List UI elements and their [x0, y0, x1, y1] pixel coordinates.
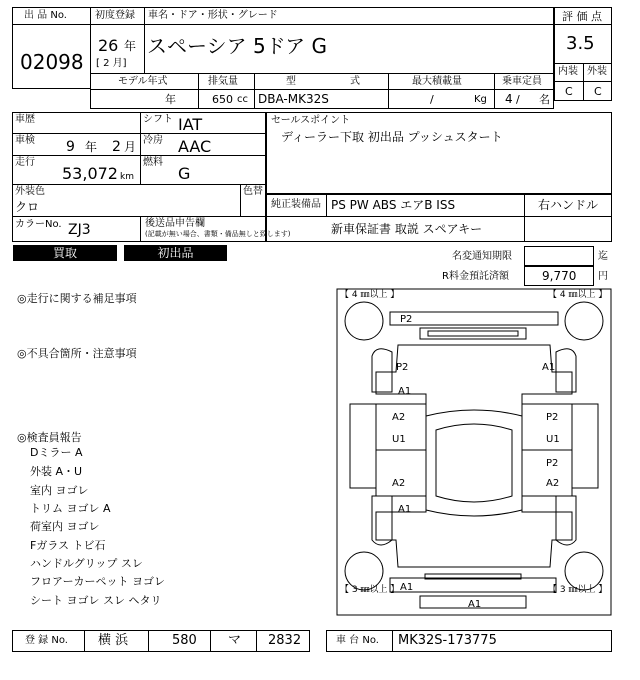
damage-rear-bumper: A1 — [468, 599, 482, 610]
damage-left-front-u: U1 — [392, 434, 406, 445]
inspection-year: 9 — [66, 139, 75, 155]
first-reg-month: [ 2 月] — [96, 58, 127, 69]
report-line: ハンドルグリップ スレ — [30, 557, 143, 570]
mileage-label: 走行 — [15, 157, 35, 168]
damage-left-rear-door: A2 — [392, 478, 406, 489]
vehicle-damage-diagram — [336, 288, 612, 616]
chassis-no: MK32S-173775 — [398, 633, 497, 648]
report-line: フロアーカーペット ヨゴレ — [30, 575, 165, 588]
defects-remarks-label: ◎不具合箇所・注意事項 — [17, 347, 137, 360]
capacity-value: 4 — [505, 92, 513, 106]
right-quarter — [556, 496, 576, 545]
ext-color-label: 外装色 — [15, 186, 45, 197]
right-pillar — [572, 404, 598, 488]
report-line: シート ヨゴレ スレ ヘタリ — [30, 594, 162, 607]
driving-remarks-label: ◎走行に関する補足事項 — [17, 292, 137, 305]
handle-side: 右ハンドル — [538, 198, 599, 212]
max-load-label: 最大積載量 — [412, 76, 462, 87]
rear-gate — [390, 578, 556, 592]
left-fender — [372, 349, 392, 392]
color-no-value: ZJ3 — [68, 222, 91, 238]
tire-front-right — [565, 302, 603, 340]
ext-color-value: クロ — [15, 200, 40, 214]
interior-label: 内装 — [558, 66, 578, 77]
report-line: トリム ヨゴレ A — [30, 502, 111, 515]
first-reg-year: 26 — [98, 36, 119, 55]
tire-depth-rear-right: 【 3 ㎜以上 】 — [548, 585, 608, 595]
history-label: 車歴 — [15, 114, 35, 125]
first-reg-label: 初度登録 — [95, 10, 135, 21]
inspection-month-unit: 月 — [124, 140, 137, 154]
report-line: 室内 ヨゴレ — [30, 484, 89, 497]
name-change-box — [524, 246, 594, 266]
inspection-month: 2 — [112, 139, 121, 155]
damage-right-rear-a: A2 — [546, 478, 560, 489]
report-line: Dミラー A — [30, 446, 83, 459]
sales-point-label: セールスポイント — [271, 115, 351, 126]
score-label: 評 価 点 — [562, 10, 602, 23]
displacement-value: 650 — [212, 93, 233, 106]
warranty-items: 新車保証書 取説 スペアキー — [331, 222, 483, 236]
interior-grade: C — [565, 85, 573, 98]
chassis-label: 車 台 No. — [336, 635, 379, 646]
model-year-label: モデル年式 — [118, 76, 168, 87]
max-load-value: / — [430, 93, 434, 106]
cabin — [436, 424, 512, 502]
plate-number: 2832 — [268, 633, 302, 648]
year-unit: 年 — [124, 39, 137, 53]
inspection-label: 車検 — [15, 135, 35, 146]
inspection-year-unit: 年 — [85, 140, 98, 154]
mileage-value: 53,072 — [62, 164, 118, 183]
fuel-value: G — [178, 164, 191, 183]
model-code: DBA-MK32S — [258, 92, 329, 106]
type-label-2: 式 — [350, 76, 360, 87]
right-rear-door — [522, 450, 572, 496]
color-no-label: カラーNo. — [15, 219, 62, 230]
tire-front-left — [345, 302, 383, 340]
capacity-label: 乗車定員 — [502, 76, 542, 87]
recolor-label: 色替 — [243, 186, 263, 197]
diagram-frame — [337, 289, 611, 615]
shift-label: シフト — [143, 114, 173, 125]
displacement-unit: cc — [237, 94, 248, 105]
plate-kana: マ — [228, 633, 242, 648]
ac-value: AAC — [178, 137, 212, 156]
equipment-items: PS PW ABS エアB ISS — [331, 198, 456, 212]
recycle-label: R料金預託済額 — [442, 271, 509, 282]
damage-right-fender: A1 — [542, 362, 556, 373]
lot-no-label: 出 品 No. — [24, 10, 67, 21]
damage-right-front-p: P2 — [546, 412, 559, 423]
damage-left-front-door: A2 — [392, 412, 406, 423]
type-label: 型 — [286, 76, 296, 87]
lot-no: 02098 — [20, 50, 84, 74]
tire-depth-rear-left: 【 3 ㎜以上 】 — [340, 585, 400, 595]
plate-label: 登 録 No. — [25, 635, 68, 646]
model-year-unit: 年 — [165, 93, 176, 106]
plate-region: 横 浜 — [98, 633, 129, 648]
exterior-label: 外装 — [587, 66, 607, 77]
aftermarket-label: 後送品申告欄 — [145, 218, 205, 229]
damage-left-fender: P2 — [396, 362, 409, 373]
ac-label: 冷房 — [143, 135, 163, 146]
shift-value: IAT — [178, 115, 203, 134]
left-quarter — [372, 496, 392, 545]
max-load-unit: Kg — [474, 94, 487, 105]
name-change-label: 名変通知期限 — [452, 251, 512, 262]
report-line: Fガラス トビ石 — [30, 539, 106, 552]
score-value: 3.5 — [566, 33, 595, 54]
damage-right-rear-p: P2 — [546, 458, 559, 469]
fuel-label: 燃料 — [143, 157, 163, 168]
recycle-unit: 円 — [598, 271, 608, 282]
report-line: 外装 A・U — [30, 465, 83, 478]
front-bumper — [390, 312, 558, 325]
mileage-unit: km — [120, 172, 134, 182]
first-listing-badge: 初出品 — [124, 245, 227, 261]
damage-rear-left: A1 — [400, 582, 414, 593]
right-fender — [556, 349, 576, 392]
damage-left-quarter: A1 — [398, 504, 412, 515]
body-outline — [376, 345, 572, 567]
roof — [426, 410, 522, 516]
name-change-unit: 迄 — [598, 251, 608, 262]
car-name-label: 車名・ドア・形状・グレード — [148, 10, 278, 21]
tire-depth-front-right: 【 4 ㎜以上 】 — [548, 290, 608, 300]
tire-depth-front-left: 【 4 ㎜以上 】 — [340, 290, 400, 300]
damage-front-bumper: P2 — [400, 314, 413, 325]
front-grille — [420, 328, 526, 339]
inspector-report-label: ◎検査員報告 — [17, 431, 82, 444]
capacity-unit: 名 — [539, 93, 550, 106]
plate-class: 580 — [172, 633, 197, 648]
equipment-label: 純正装備品 — [271, 199, 321, 210]
left-rear-door — [376, 450, 426, 496]
left-pillar — [350, 404, 376, 488]
damage-left-front-a: A1 — [398, 386, 412, 397]
displacement-label: 排気量 — [208, 76, 238, 87]
damage-right-front-u: U1 — [546, 434, 560, 445]
car-name: スペーシア 5ドア G — [147, 34, 327, 58]
exterior-grade: C — [594, 85, 602, 98]
buy-badge: 買取 — [13, 245, 117, 261]
sales-point-text: ディーラー下取 初出品 プッシュスタート — [281, 130, 503, 144]
recycle-value: 9,770 — [542, 269, 577, 283]
capacity-sep: / — [516, 93, 520, 106]
report-line: 荷室内 ヨゴレ — [30, 520, 100, 533]
aftermarket-note: (記載が無い場合、書類・備品無しと致します) — [145, 230, 291, 238]
